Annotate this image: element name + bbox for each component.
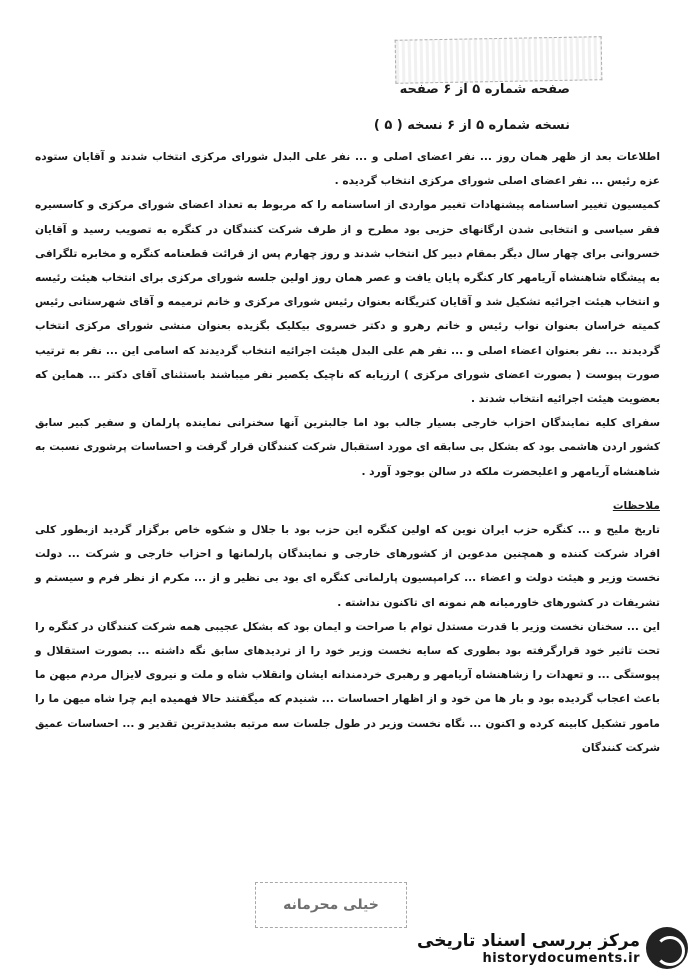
paragraph-1: اطلاعات بعد از ظهر همان روز ... نفر اعضای اصلی و ... نفر علی البدل شورای مرکزی انتخاب شدند و آقایان ستوده عزه رئیس ... نفر اعضای اصلی شورای مرکزی انتخاب گردیده . <box>35 151 660 188</box>
classification-stamp <box>395 36 603 84</box>
paragraph-2: کمیسیون تغییر اساسنامه پیشنهادات تغییر مواردی از اساسنامه را که مربوط به تعداد اعضای شورای مرکزی و کاسسیره فقر سیاسی و انتخابی شدن ارگانهای حزبی بود مطرح و از طرف شرکت کنندگان در کنگره به تصویب رسید و آقایان خسروانی برای چهار سال دیگر بمقام دبیر کل انتخاب شدند و روز چهارم پس از قرائت قطعنامه کنگره و مخابره تلگرافی به پیشگاه شاهنشاه آریامهر کار کنگره پایان یافت و عصر همان روز اولین جلسه شورای مرکزی برای انتخاب هیئت رئیسه و انتخاب هیئت اجرائیه تشکیل شد و آقایان کتریگانه بعنوان رئیس شورای مرکزی و خانم ترمیمه و آقای شهرستانی رئیس کمیته خراسان بعنوان نواب رئیس و خانم رهرو و دکتر خسروی بیکلیک بگزیده بعنوان منشی شورای مرکزی انتخاب گردیدند ... نفر بعنوان اعضاء اصلی و ... نفر هم علی البدل هیئت اجرائیه انتخاب گردیدند که اسامی این ... نفر به ترتیب صورت پیوست ( بصورت اعضای شورای مرکزی ) ارزیابه که ناچیک یکصیر نفر میباشند باستثنای آقای دکتر ... هماین که بعضویت هیئت اجرائیه انتخاب شدند . <box>35 199 660 406</box>
section-title: ملاحظات <box>612 499 660 512</box>
archive-logo <box>417 927 688 969</box>
copy-number-line: نسخه شماره ۵ از ۶ نسخه ( ۵ ) <box>373 118 570 133</box>
paragraph-3: سفرای کلیه نمایندگان احزاب خارجی بسیار جالب بود اما جالبترین آنها سخنرانی نماینده پارلمان و سفیر کبیر سابق کشور اردن هاشمی بود که بشکل بی سابقه ای مورد استقبال شرکت کنندگان قرار گرفت و احساسات پرشوری نسبت به شاهنشاه آریامهر و اعلیحضرت ملکه در سالن بوجود آورد . <box>35 417 660 478</box>
logo-icon <box>646 927 688 969</box>
document-body <box>35 145 660 760</box>
logo-name: مرکز بررسی اسناد تاریخی <box>417 930 640 951</box>
logo-url: historydocuments.ir <box>482 950 640 966</box>
bottom-stamp: خیلی محرمانه <box>255 882 407 928</box>
observation-1: تاریخ ملیح و ... کنگره حزب ایران نوین که اولین کنگره این حزب بود با جلال و شکوه خاص برگزار گردید ازبطور کلی افراد شرکت کننده و همچنین مدعوین از کشورهای خارجی و نمایندگان پارلمانها و احزاب خارجی و شرکت ... دولت نخست وزیر و هیئت دولت و اعضاء ... کرامپسیون پارلمانی کنگره ای بود بی نظیر و از ... مکرم از نظر فرم و سیستم و تشریفات در کشورهای خاورمیانه هم نمونه ای تاکنون نداشته . <box>35 524 660 609</box>
page-number-line: صفحه شماره ۵ از ۶ صفحه <box>399 82 570 97</box>
observation-2: این ... سخنان نخست وزیر با قدرت مستدل توام با صراحت و ایمان بود که بشکل عجیبی همه شرکت کنندگان در کنگره را تحت تاثیر خود قرارگرفته بود بطوری که سایه نخست وزیر خود را از تردیدهای سابق نگه داشته ... بصورت استقلال و پیوستگی ... و تعهدات را زشاهنشاه آریامهر و رهبری خردمندانه ایشان وانقلاب شاه و ملت و نیروی لایزال مردم میهن ما باعث اعجاب گردیده بود و بار ها من خود و از اظهار احساسات ... شنیدم که میگفتند حالا فهمیده ایم چرا شاه میهن ما را مامور تشکیل کابینه کرده و اکنون ... نگاه نخست وزیر در طول جلسات سه مرتبه بشدیدترین تقدیر و ... احساسات عمیق شرکت کنندگان <box>35 620 660 754</box>
